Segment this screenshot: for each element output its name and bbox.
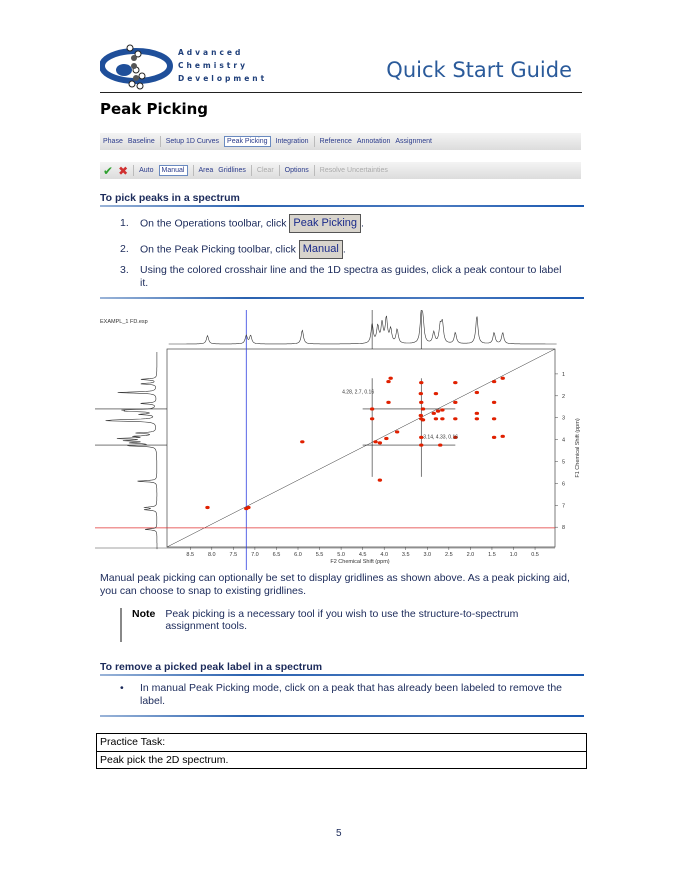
cross-peak [419,443,423,446]
y-tick-label: 1 [562,371,566,378]
peak-picking-button-image: Peak Picking [289,214,361,233]
2d-nmr-spectrum[interactable] [95,310,585,570]
cross-peak [419,381,423,384]
section-rule [100,297,584,299]
x-tick-label: 5.5 [315,552,324,558]
x-tick-label: 7.0 [251,552,259,558]
section-rule [100,205,584,207]
cross-peak [373,440,377,443]
manual-button-image: Manual [299,240,343,259]
manual-button[interactable]: Manual [159,165,188,176]
logo-text: Advanced Chemistry Development [178,48,268,83]
gridlines-paragraph: Manual peak picking can optionally be set to display gridlines as shown above. As a peak picking aid, you can choose to snap to existing gridlines. [100,572,570,597]
operations-toolbar [100,133,581,150]
cross-peak [300,440,304,443]
f2-projection [169,310,557,344]
cross-peak [438,443,442,446]
cross-peak [453,401,457,404]
cross-peak [419,392,423,395]
tab-reference[interactable]: Reference [319,138,352,145]
cross-peak [421,407,425,410]
cross-peak [501,377,505,380]
tab-annotation[interactable]: Annotation [356,138,391,145]
x-tick-label: 1.5 [488,552,496,558]
y-tick-label: 5 [562,459,566,466]
step-2: 2. On the Peak Picking toolbar, click Manual . [120,240,346,259]
cross-peak [388,377,392,380]
x-tick-label: 0.5 [531,552,539,558]
cross-peak [395,430,399,433]
x-tick-label: 8.5 [186,552,195,558]
peak-picking-toolbar [100,162,581,179]
peak-label: 4.28, 2.7, 0.16 [342,389,375,396]
x-tick-label: 3.0 [423,552,432,558]
y-tick-label: 4 [562,437,566,444]
cross-peak [492,401,496,404]
note-box [120,608,545,642]
cross-peak [475,417,479,420]
page-title: Peak Picking [100,100,209,118]
x-tick-label: 2.5 [445,552,453,558]
section-heading-remove: To remove a picked peak label in a spectrum [100,661,323,673]
cross-peak [386,401,390,404]
clear-button[interactable]: Clear [256,167,274,174]
x-tick-label: 4.0 [380,552,389,558]
section-heading-pick: To pick peaks in a spectrum [100,192,240,204]
cross-peak [244,507,248,510]
x-tick-label: 6.5 [272,552,281,558]
step-1: 1. On the Operations toolbar, click Peak Picking . [120,214,364,233]
diagonal-line [167,349,555,547]
cross-peak [434,417,438,420]
section-rule [100,715,584,717]
tab-assignment[interactable]: Assignment [395,138,432,145]
x-tick-label: 2.0 [466,552,475,558]
practice-title: Practice Task: [100,736,166,748]
cross-peak [436,410,440,413]
resolve-uncertainties-button[interactable]: Resolve Uncertainties [319,167,388,174]
section-rule [100,674,584,676]
cross-peak [440,417,444,420]
y-tick-label: 3 [562,415,566,422]
y-tick-label: 6 [562,481,566,488]
x-tick-label: 1.0 [509,552,518,558]
cross-peak [492,436,496,439]
peak-label: 3.14, 4.33, 0.16 [423,434,459,441]
cross-peak [370,417,374,420]
tab-baseline[interactable]: Baseline [127,138,155,145]
y-axis-label: F1 Chemical Shift (ppm) [575,418,581,478]
step-3: 3. Using the colored crosshair line and the 1D spectra as guides, click a peak contour to label it. [120,264,562,289]
x-tick-label: 6.0 [294,552,302,558]
cross-peak [432,412,436,415]
cross-peak [378,479,382,482]
x-tick-label: 4.5 [358,552,367,558]
y-tick-label: 7 [562,503,566,510]
tab-peak-picking[interactable]: Peak Picking [224,136,270,147]
x-tick-label: 5.0 [337,552,345,558]
cross-peak [370,407,374,410]
cross-peak [419,401,423,404]
cross-peak [492,380,496,383]
cross-peak [384,437,388,440]
acd-logo [100,40,175,90]
auto-button[interactable]: Auto [139,167,154,174]
cross-peak [386,380,390,383]
f1-projection [106,352,157,549]
area-button[interactable]: Area [198,167,214,174]
cross-peak [378,441,382,444]
cross-peak [475,391,479,394]
cross-peak [440,408,444,411]
spectrum-filename: EXAMPL_1 FD.esp [100,319,148,325]
cross-peak [453,417,457,420]
practice-task-box [96,733,587,769]
x-tick-label: 3.5 [401,552,410,558]
x-tick-label: 8.0 [207,552,216,558]
page-number: 5 [336,828,342,839]
bullet-remove: • In manual Peak Picking mode, click on a peak that has already been labeled to remove the label. [120,682,563,707]
note-label: Note [132,608,156,620]
cross-peak [501,435,505,438]
cross-peak [434,392,438,395]
cross-peak [205,506,209,509]
y-tick-label: 8 [562,525,566,532]
tab-phase[interactable]: Phase [103,138,123,145]
x-tick-label: 7.5 [229,552,238,558]
x-axis-label: F2 Chemical Shift (ppm) [330,559,390,565]
cross-peak [453,381,457,384]
header-divider [100,92,582,93]
cross-peak [492,417,496,420]
note-text: Peak picking is a necessary tool if you wish to use the structure-to-spectrum assignment tools. [165,608,519,632]
y-tick-label: 2 [562,393,566,400]
reject-x-icon[interactable]: ✖ [118,163,129,178]
practice-text: Peak pick the 2D spectrum. [97,751,586,768]
cross-peak [419,414,423,417]
options-button[interactable]: Options [284,167,309,174]
cross-peak [419,417,423,420]
accept-check-icon[interactable]: ✔ [103,163,114,178]
gridlines-button[interactable]: Gridlines [218,167,246,174]
tab-integration[interactable]: Integration [275,138,309,145]
tab-setup-1d-curves[interactable]: Setup 1D Curves [165,138,220,145]
cross-peak [475,412,479,415]
guide-title: Quick Start Guide [386,58,572,82]
